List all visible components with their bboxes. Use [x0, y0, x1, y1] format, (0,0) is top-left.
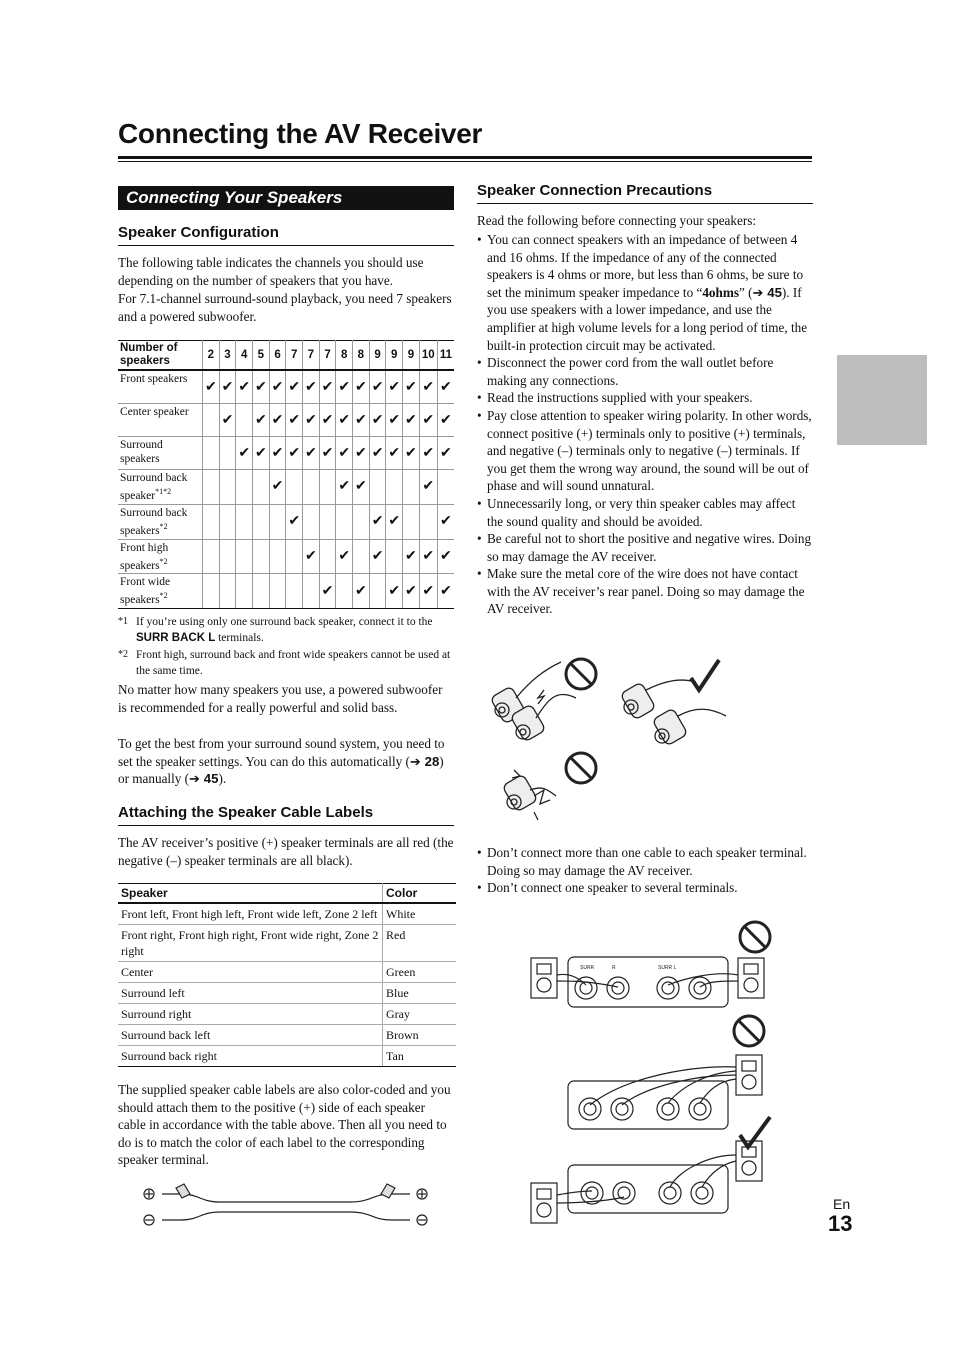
- row-label: Center speaker: [118, 404, 203, 437]
- list-item: • You can connect speakers with an impedance of between 4 and 16 ohms. If the impedance of any of the connected speakers is 4 ohms or more, but less than 6 ohms, be sure to set the minimum speaker impedance to “4ohms” (➔ 45). If you use speakers with a lower impedance, and use the amplifier at high volume levels for a long period of time, the built-in protection circuit may be activated.: [477, 231, 813, 354]
- check-cell: ✔: [269, 437, 286, 470]
- column-header: 7: [303, 341, 320, 371]
- page-language: En: [833, 1196, 851, 1212]
- config-intro-1: The following table indicates the channels you should use depending on the number of speakers that you have.: [118, 255, 424, 288]
- wiring-polarity-illustration: [486, 650, 736, 830]
- col-color: Color: [383, 884, 457, 904]
- check-cell: [303, 470, 320, 505]
- check-cell: [219, 574, 236, 609]
- color-cell: Brown: [383, 1025, 457, 1046]
- check-cell: ✔: [286, 370, 303, 404]
- check-cell: ✔: [369, 370, 386, 404]
- check-cell: ✔: [286, 404, 303, 437]
- check-cell: [253, 470, 270, 505]
- title-rule-thin: [118, 161, 812, 162]
- check-cell: ✔: [253, 404, 270, 437]
- arrow-right-icon: ➔: [189, 771, 204, 787]
- check-cell: [319, 539, 336, 574]
- check-cell: [303, 504, 320, 539]
- check-cell: ✔: [236, 437, 253, 470]
- table-row: [118, 903, 456, 925]
- list-item: • Disconnect the power cord from the wall outlet before making any connections.: [477, 354, 813, 389]
- check-cell: ✔: [219, 404, 236, 437]
- speaker-cell: Center: [118, 962, 383, 983]
- table-row: [118, 1025, 456, 1046]
- list-item: • Be careful not to short the positive and negative wires. Doing so may damage the AV receiver.: [477, 530, 813, 565]
- table-row: [118, 1046, 456, 1067]
- precautions-list-2: [477, 844, 813, 897]
- page-number: 13: [828, 1211, 853, 1236]
- check-cell: [203, 470, 220, 505]
- column-header: 7: [319, 341, 336, 371]
- title-rule: [118, 156, 812, 159]
- column-header: 9: [403, 341, 420, 371]
- check-cell: ✔: [437, 574, 454, 609]
- table-row: [118, 574, 454, 609]
- column-header: 10: [419, 341, 437, 371]
- check-cell: ✔: [386, 404, 403, 437]
- color-cell: Green: [383, 962, 457, 983]
- check-cell: [419, 504, 437, 539]
- check-cell: ✔: [437, 404, 454, 437]
- list-item: • Read the instructions supplied with your speakers.: [477, 389, 813, 407]
- check-cell: ✔: [386, 437, 403, 470]
- check-cell: [369, 574, 386, 609]
- table-row: [118, 504, 454, 539]
- speaker-cable-illustration: [140, 1178, 440, 1234]
- check-cell: ✔: [269, 370, 286, 404]
- r-label: R: [612, 965, 616, 971]
- column-header: 11: [437, 341, 454, 371]
- check-cell: [403, 470, 420, 505]
- row-label: Surround back speaker$^{*1*2}$: [118, 470, 203, 505]
- check-cell: ✔: [319, 574, 336, 609]
- list-item: • Pay close attention to speaker wiring polarity. In other words, connect positive (+) terminals only to positive (+) terminals, and negative (–) terminals only to negative (–) terminals. If you get them the wrong way around, the sound will be out of phase and will sound unnatural.: [477, 407, 813, 495]
- check-cell: [203, 504, 220, 539]
- check-cell: [319, 470, 336, 505]
- check-cell: ✔: [419, 574, 437, 609]
- check-cell: ✔: [437, 437, 454, 470]
- check-cell: ✔: [336, 437, 353, 470]
- check-cell: ✔: [319, 370, 336, 404]
- check-cell: ✔: [403, 437, 420, 470]
- col-speaker: Speaker: [118, 884, 383, 904]
- check-cell: ✔: [353, 370, 370, 404]
- column-header: 8: [336, 341, 353, 371]
- section-side-tab: [837, 355, 927, 445]
- speaker-configuration-heading: Speaker Configuration: [118, 224, 454, 246]
- check-cell: ✔: [336, 539, 353, 574]
- color-cell: Gray: [383, 1004, 457, 1025]
- column-header: 4: [236, 341, 253, 371]
- check-cell: [219, 504, 236, 539]
- check-cell: ✔: [437, 370, 454, 404]
- check-cell: ✔: [419, 437, 437, 470]
- color-cell: Red: [383, 925, 457, 962]
- check-cell: [353, 539, 370, 574]
- table-header-label: Number of speakers: [118, 341, 203, 371]
- check-cell: [336, 574, 353, 609]
- check-cell: ✔: [369, 404, 386, 437]
- check-cell: ✔: [319, 437, 336, 470]
- check-cell: ✔: [269, 404, 286, 437]
- subwoofer-text: No matter how many speakers you use, a powered subwoofer is recommended for a really powerful and solid bass.: [118, 682, 443, 715]
- check-cell: [203, 539, 220, 574]
- footnote-1: *1 If you’re using only one surround back speaker, connect it to the SURR BACK L terminals.: [118, 616, 433, 644]
- column-header: 8: [353, 341, 370, 371]
- check-cell: ✔: [353, 437, 370, 470]
- precautions-list: [477, 231, 813, 618]
- check-cell: ✔: [353, 404, 370, 437]
- check-cell: [336, 504, 353, 539]
- setup-text: To get the best from your surround sound system, you need to set the speaker settings. You can do this automatically (➔ 28) or manually (➔ 45).: [118, 736, 445, 787]
- table-row: [118, 539, 454, 574]
- check-cell: ✔: [369, 504, 386, 539]
- check-cell: ✔: [369, 437, 386, 470]
- row-label: Surround speakers: [118, 437, 203, 470]
- check-cell: [203, 574, 220, 609]
- column-header: 5: [253, 341, 270, 371]
- column-header: 7: [286, 341, 303, 371]
- check-cell: [253, 539, 270, 574]
- column-header: 9: [369, 341, 386, 371]
- table-row: [118, 404, 454, 437]
- check-cell: ✔: [403, 404, 420, 437]
- column-header: 6: [269, 341, 286, 371]
- check-cell: [236, 574, 253, 609]
- check-cell: [319, 504, 336, 539]
- table-row: [118, 370, 454, 404]
- table-row: [118, 925, 456, 962]
- check-cell: ✔: [419, 539, 437, 574]
- check-cell: ✔: [319, 404, 336, 437]
- check-cell: [269, 574, 286, 609]
- check-cell: ✔: [286, 437, 303, 470]
- precautions-heading: Speaker Connection Precautions: [477, 182, 813, 204]
- arrow-right-icon: ➔: [409, 753, 425, 769]
- check-cell: [437, 470, 454, 505]
- check-cell: ✔: [386, 574, 403, 609]
- check-cell: ✔: [303, 404, 320, 437]
- footnote-2: *2 Front high, surround back and front wide speakers cannot be used at the same time.: [118, 649, 451, 677]
- check-cell: ✔: [303, 539, 320, 574]
- check-cell: [403, 504, 420, 539]
- check-cell: ✔: [437, 539, 454, 574]
- color-cell: Blue: [383, 983, 457, 1004]
- check-cell: ✔: [403, 574, 420, 609]
- check-cell: [286, 574, 303, 609]
- check-cell: ✔: [386, 504, 403, 539]
- check-cell: ✔: [353, 470, 370, 505]
- check-cell: ✔: [386, 370, 403, 404]
- row-label: Front speakers: [118, 370, 203, 404]
- cable-labels-outro: The supplied speaker cable labels are also color-coded and you should attach them to the positive (+) side of each speaker cable in accordance with the table above. Then all you need to do is to match the color of each label to the corresponding speaker terminal.: [118, 1082, 451, 1168]
- check-cell: [353, 504, 370, 539]
- row-label: Front wide speakers$^{*2}$: [118, 574, 203, 609]
- table-row: [118, 437, 454, 470]
- terminal-connection-illustration: [528, 915, 780, 1227]
- section-banner: Connecting Your Speakers: [118, 186, 454, 210]
- check-cell: ✔: [253, 437, 270, 470]
- check-cell: [253, 504, 270, 539]
- cable-labels-intro: The AV receiver’s positive (+) speaker terminals are all red (the negative (–) speaker terminals are all black).: [118, 835, 454, 868]
- table-row: [118, 1004, 456, 1025]
- check-cell: [236, 504, 253, 539]
- check-cell: ✔: [219, 370, 236, 404]
- arrow-right-icon: ➔: [752, 284, 768, 300]
- check-cell: ✔: [419, 470, 437, 505]
- check-cell: [303, 574, 320, 609]
- check-cell: [386, 470, 403, 505]
- check-cell: ✔: [253, 370, 270, 404]
- column-header: 9: [386, 341, 403, 371]
- surr-l-label: SURR L: [658, 965, 677, 971]
- speaker-cell: Surround left: [118, 983, 383, 1004]
- speaker-cell: Surround back left: [118, 1025, 383, 1046]
- color-cell: White: [383, 903, 457, 925]
- cable-labels-heading: Attaching the Speaker Cable Labels: [118, 804, 454, 826]
- column-header: 3: [219, 341, 236, 371]
- page-title: Connecting the AV Receiver: [118, 118, 483, 149]
- check-cell: [219, 470, 236, 505]
- check-cell: ✔: [286, 504, 303, 539]
- row-label: Surround back speakers$^{*2}$: [118, 504, 203, 539]
- check-cell: ✔: [403, 539, 420, 574]
- check-cell: [219, 437, 236, 470]
- check-cell: ✔: [369, 539, 386, 574]
- check-cell: [253, 574, 270, 609]
- row-label: Front high speakers$^{*2}$: [118, 539, 203, 574]
- config-intro-2: For 7.1-channel surround-sound playback, you need 7 speakers and a powered subwoofer.: [118, 291, 452, 324]
- check-cell: ✔: [336, 470, 353, 505]
- check-cell: [236, 404, 253, 437]
- precautions-intro: Read the following before connecting your speakers:: [477, 213, 757, 228]
- column-header: 2: [203, 341, 220, 371]
- check-cell: ✔: [303, 437, 320, 470]
- check-cell: [219, 539, 236, 574]
- check-cell: [386, 539, 403, 574]
- check-cell: ✔: [203, 370, 220, 404]
- table-row: [118, 470, 454, 505]
- check-cell: [369, 470, 386, 505]
- check-cell: ✔: [419, 370, 437, 404]
- speaker-cell: Surround back right: [118, 1046, 383, 1067]
- page-ref-link[interactable]: 45: [767, 284, 782, 300]
- check-cell: [286, 470, 303, 505]
- check-cell: [269, 539, 286, 574]
- check-cell: ✔: [303, 370, 320, 404]
- cable-color-table: [118, 883, 456, 1067]
- check-cell: ✔: [403, 370, 420, 404]
- list-item: • Make sure the metal core of the wire does not have contact with the AV receiver’s rear panel. Doing so may damage the AV receiver.: [477, 565, 813, 618]
- check-cell: ✔: [419, 404, 437, 437]
- color-cell: Tan: [383, 1046, 457, 1067]
- check-cell: [236, 470, 253, 505]
- check-cell: ✔: [236, 370, 253, 404]
- speaker-cell: Surround right: [118, 1004, 383, 1025]
- table-row: [118, 962, 456, 983]
- page-ref-link[interactable]: 45: [203, 771, 219, 787]
- check-cell: [286, 539, 303, 574]
- check-cell: ✔: [437, 504, 454, 539]
- check-cell: [203, 437, 220, 470]
- page-ref-link[interactable]: 28: [424, 753, 440, 769]
- check-cell: [203, 404, 220, 437]
- check-cell: ✔: [353, 574, 370, 609]
- check-cell: [269, 504, 286, 539]
- speaker-cell: Front left, Front high left, Front wide left, Zone 2 left: [118, 903, 383, 925]
- list-item: • Don’t connect more than one cable to each speaker terminal. Doing so may damage the AV receiver.: [477, 844, 813, 879]
- list-item: • Don’t connect one speaker to several terminals.: [477, 879, 813, 897]
- check-cell: ✔: [269, 470, 286, 505]
- speaker-configuration-table: [118, 340, 454, 609]
- list-item: • Unnecessarily long, or very thin speaker cables may affect the sound quality and should be avoided.: [477, 495, 813, 530]
- check-cell: [236, 539, 253, 574]
- speaker-cell: Front right, Front high right, Front wide right, Zone 2 right: [118, 925, 383, 962]
- check-cell: ✔: [336, 370, 353, 404]
- surr-label: SURR: [580, 965, 595, 971]
- table-row: [118, 983, 456, 1004]
- check-cell: ✔: [336, 404, 353, 437]
